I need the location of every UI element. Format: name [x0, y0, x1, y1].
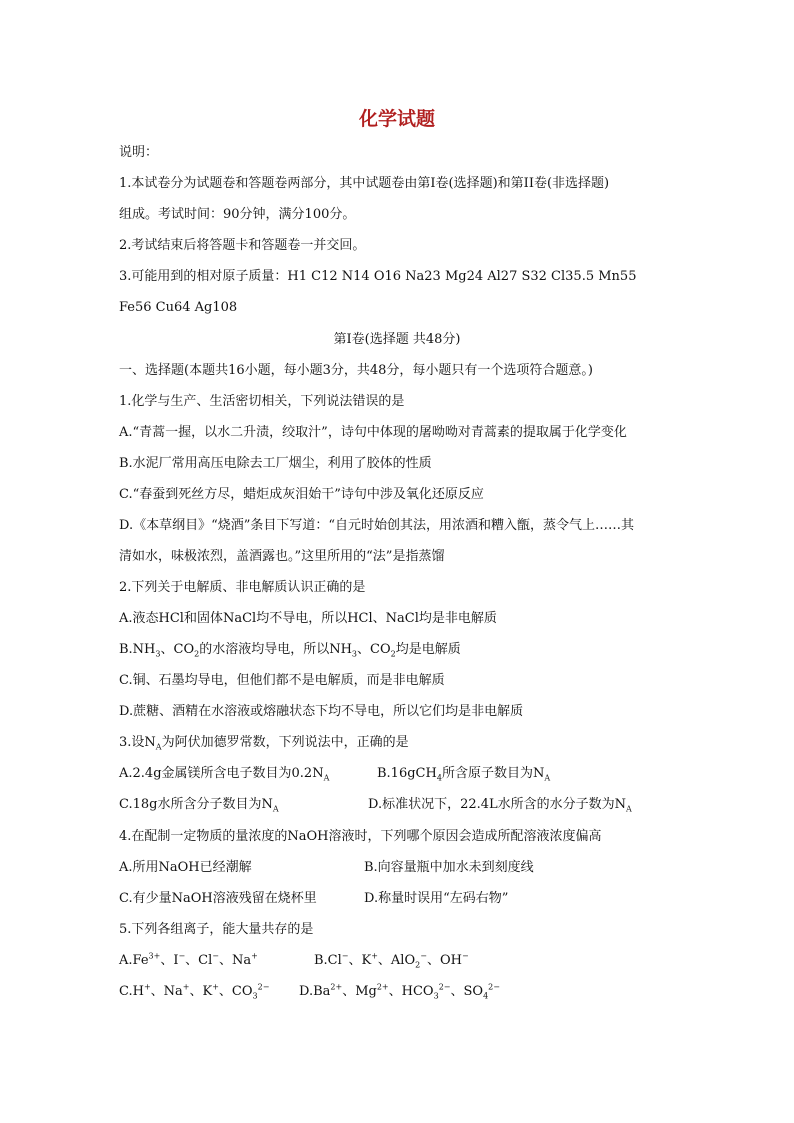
subscript: 3 — [351, 649, 358, 659]
superscript: 2− — [257, 982, 270, 992]
text-fragment: 、CO — [218, 984, 253, 999]
superscript: − — [178, 951, 186, 961]
subscript: 3 — [433, 991, 439, 1001]
superscript: 3+ — [148, 951, 161, 961]
question-3-stem — [119, 734, 409, 752]
text-fragment: 、I — [160, 953, 179, 968]
text-fragment: 、SO — [450, 984, 484, 999]
question-5-option-b — [314, 952, 469, 970]
subscript: 4 — [483, 991, 489, 1001]
text-fragment: C.H — [119, 984, 144, 999]
superscript: + — [143, 982, 151, 992]
question-2-option-a: A.液态HCl和固体NaCl均不导电，所以HCl、NaCl均是非电解质 — [119, 611, 497, 626]
superscript: + — [182, 982, 190, 992]
text-fragment: C.18g水所含分子数目为N — [119, 797, 273, 812]
text-fragment: 、Na — [218, 953, 252, 968]
text-fragment: 、Cl — [185, 953, 213, 968]
text-fragment: 、K — [189, 984, 213, 999]
question-5-option-a — [119, 952, 258, 970]
question-1-option-d-cont: 清如水，味极浓烈，盖酒露也。”这里所用的“法”是指蒸馏 — [119, 549, 445, 564]
subscript: A — [626, 804, 632, 814]
question-3-option-c — [119, 796, 279, 814]
question-3-option-b — [377, 765, 550, 783]
note-line: 组成。考试时间：90分钟，满分100分。 — [119, 207, 356, 222]
text-fragment: 所含原子数目为N — [441, 766, 545, 781]
text-fragment: D.标准状况下，22.4L水所含的水分子数为N — [368, 797, 627, 812]
superscript: 2− — [488, 982, 500, 992]
question-2-stem: 2.下列关于电解质、非电解质认识正确的是 — [119, 580, 366, 595]
question-1-option-a: A.“青蒿一握，以水二升渍，绞取汁”，诗句中体现的屠呦呦对青蒿素的提取属于化学变化 — [119, 425, 627, 440]
question-2-option-c: C.铜、石墨均导电，但他们都不是电解质，而是非电解质 — [119, 673, 445, 688]
question-5-option-c — [119, 983, 269, 1001]
question-1-option-c: C.“春蚕到死丝方尽，蜡炬成灰泪始干”诗句中涉及氧化还原反应 — [119, 487, 484, 502]
superscript: 2+ — [376, 982, 389, 992]
question-2-option-b — [119, 641, 461, 659]
subscript: A — [544, 773, 551, 783]
text-fragment: 、K — [348, 953, 372, 968]
text-fragment: 、Na — [150, 984, 183, 999]
text-fragment: 为阿伏加德罗常数，下列说法中，正确的是 — [161, 735, 409, 750]
text-fragment: B.Cl — [314, 953, 342, 968]
subscript: A — [272, 804, 279, 814]
superscript: + — [371, 951, 378, 961]
text-fragment: 、OH — [426, 953, 462, 968]
question-1-stem: 1.化学与生产、生活密切相关，下列说法错误的是 — [119, 394, 405, 409]
text-fragment: 、CO — [160, 642, 195, 657]
subscript: 4 — [436, 773, 442, 783]
text-fragment: 均是电解质 — [395, 642, 461, 657]
part-title: 一、选择题(本题共16小题，每小题3分，共48分，每小题只有一个选项符合题意。) — [119, 363, 593, 378]
superscript: + — [212, 982, 219, 992]
superscript: − — [461, 951, 469, 961]
text-fragment: B.16gCH — [377, 766, 437, 781]
question-1-option-b: B.水泥厂常用高压电除去工厂烟尘，利用了胶体的性质 — [119, 456, 432, 471]
superscript: 2− — [438, 982, 451, 992]
subscript: A — [155, 742, 162, 752]
text-fragment: 、CO — [357, 642, 391, 657]
section-title: 第Ⅰ卷(选择题 共48分) — [333, 332, 461, 347]
question-4-stem: 4.在配制一定物质的量浓度的NaOH溶液时，下列哪个原因会造成所配溶液浓度偏高 — [119, 829, 602, 844]
text-fragment: 、Mg — [342, 984, 377, 999]
text-fragment: 的水溶液均导电，所以NH — [199, 642, 352, 657]
text-fragment: B.NH — [119, 642, 156, 657]
text-fragment: 3.设N — [119, 735, 156, 750]
text-fragment: A.2.4g金属镁所含电子数目为0.2N — [119, 766, 324, 781]
question-4-option-b: B.向容量瓶中加水未到刻度线 — [364, 860, 534, 875]
question-4-option-a: A.所用NaOH已经潮解 — [119, 860, 252, 875]
question-4-option-c: C.有少量NaOH溶液残留在烧杯里 — [119, 891, 317, 906]
text-fragment: A.Fe — [119, 953, 149, 968]
text-fragment: D.Ba — [299, 984, 331, 999]
superscript: − — [212, 951, 219, 961]
superscript: + — [251, 951, 258, 961]
subscript: 3 — [252, 991, 258, 1001]
question-5-stem: 5.下列各组离子，能大量共存的是 — [119, 922, 314, 937]
subscript: 2 — [194, 649, 200, 659]
question-1-option-d: D.《本草纲目》“烧酒”条目下写道：“自元时始创其法，用浓酒和糟入甑，蒸令气上……其 — [119, 518, 635, 533]
question-3-option-a — [119, 765, 329, 783]
text-fragment: 、AlO — [377, 953, 416, 968]
question-3-option-d — [368, 796, 632, 814]
subscript: 3 — [155, 649, 161, 659]
superscript: 2+ — [330, 982, 343, 992]
note-line: Fe56 Cu64 Ag108 — [119, 300, 238, 315]
question-4-option-d: D.称量时误用“左码右物” — [364, 891, 509, 906]
note-line: 1.本试卷分为试题卷和答题卷两部分，其中试题卷由第Ⅰ卷(选择题)和第II卷(非选择题) — [119, 176, 610, 191]
page-title: 化学试题 — [358, 108, 435, 130]
subscript: 2 — [390, 649, 396, 659]
superscript: − — [420, 951, 427, 961]
subscript: 2 — [415, 960, 421, 970]
question-2-option-d: D.蔗糖、酒精在水溶液或熔融状态下均不导电，所以它们均是非电解质 — [119, 704, 524, 719]
note-label: 说明： — [119, 145, 159, 160]
superscript: − — [341, 951, 349, 961]
note-line: 2.考试结束后将答题卡和答题卷一并交回。 — [119, 238, 366, 253]
subscript: A — [323, 773, 330, 783]
text-fragment: 、HCO — [388, 984, 434, 999]
question-5-option-d — [299, 983, 500, 1001]
note-line: 3.可能用到的相对原子质量：H1 C12 N14 O16 Na23 Mg24 Al27 S32 Cl35.5 Mn55 — [119, 269, 637, 284]
